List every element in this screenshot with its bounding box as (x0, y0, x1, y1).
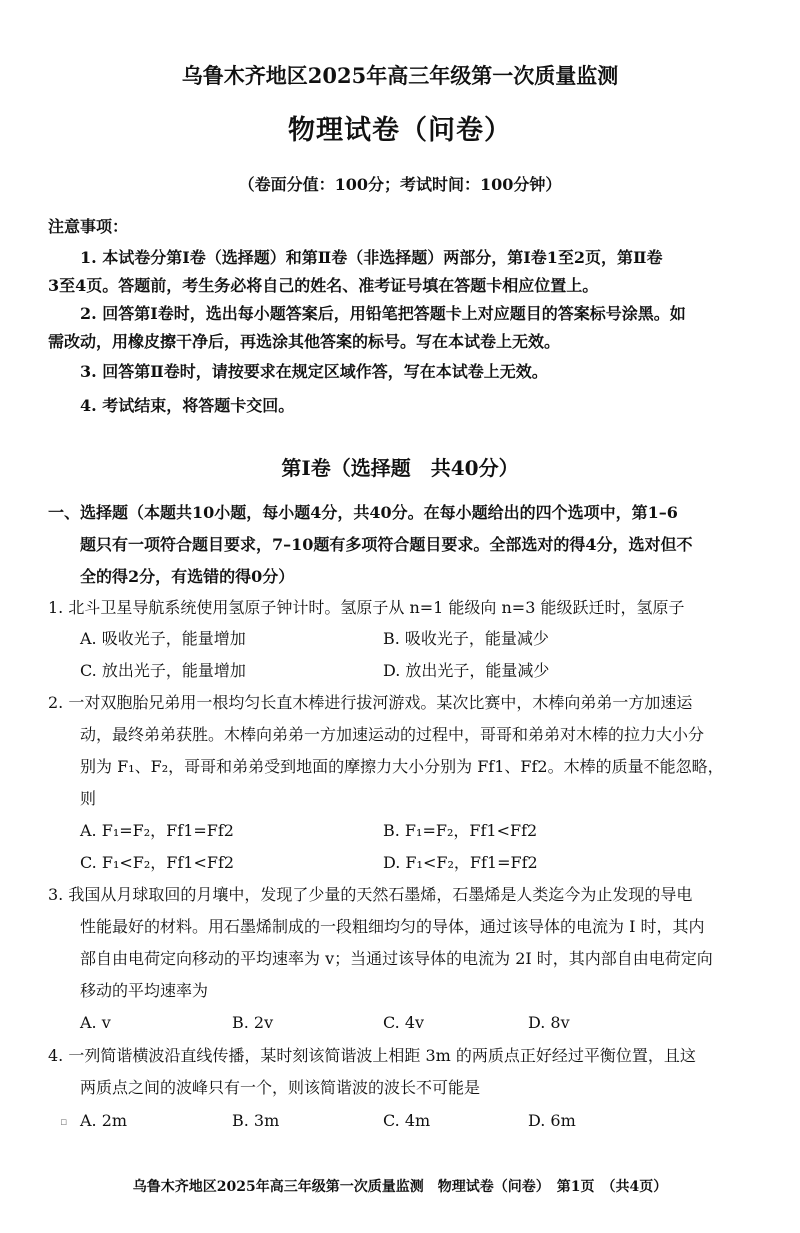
notice-line: 1. 本试卷分第Ⅰ卷（选择题）和第Ⅱ卷（非选择题）两部分，第Ⅰ卷1至2页，第Ⅱ卷 (80, 248, 663, 267)
question-3-text: 部自由电荷定向移动的平均速率为 v；当通过该导体的电流为 2I 时，其内部自由电荷定向 (80, 949, 713, 968)
q4-option-d: D. 6m (528, 1111, 576, 1130)
q2-option-a: A. F₁=F₂，Ff1=Ff2 (80, 821, 234, 840)
q4-option-a: A. 2m (80, 1111, 128, 1130)
q3-option-a: A. v (80, 1013, 111, 1032)
question-4-text: 4. 一列简谐横波沿直线传播，某时刻该简谐波上相距 3m 的两质点正好经过平衡位置，且这 (48, 1046, 696, 1065)
q1-option-b: B. 吸收光子，能量减少 (383, 629, 549, 648)
q3-option-c: C. 4v (383, 1013, 425, 1032)
question-3-text: 移动的平均速率为 (80, 981, 209, 1000)
notice-line: 4. 考试结束，将答题卡交回。 (80, 396, 295, 415)
section-title: 第Ⅰ卷（选择题 共40分） (281, 456, 519, 480)
paper-title: 物理试卷（问卷） (288, 115, 512, 146)
notice-line: 需改动，用橡皮擦干净后，再选涂其他答案的标号。写在本试卷上无效。 (48, 332, 561, 351)
q2-option-d: D. F₁<F₂，Ff1=Ff2 (383, 853, 538, 872)
notice-line: 3至4页。答题前，考生务必将自己的姓名、准考证号填在答题卡相应位置上。 (48, 276, 599, 295)
q3-option-d: D. 8v (528, 1013, 570, 1032)
question-2-text: 动，最终弟弟获胜。木棒向弟弟一方加速运动的过程中，哥哥和弟弟对木棒的拉力大小分 (80, 725, 705, 744)
question-1-text: 1. 北斗卫星导航系统使用氢原子钟计时。氢原子从 n=1 能级向 n=3 能级跃迁时，氢原子 (48, 598, 685, 617)
notice-line: 2. 回答第Ⅰ卷时，选出每小题答案后，用铅笔把答题卡上对应题目的答案标号涂黑。如 (80, 304, 686, 323)
notice-heading: 注意事项： (48, 217, 129, 236)
question-4-text: 两质点之间的波峰只有一个，则该简谐波的波长不可能是 (80, 1078, 481, 1097)
q2-option-c: C. F₁<F₂，Ff1<Ff2 (80, 853, 235, 872)
page-footer: 乌鲁木齐地区2025年高三年级第一次质量监测 物理试卷（问卷） 第1页 （共4页） (132, 1179, 668, 1195)
question-3-text: 3. 我国从月球取回的月壤中，发现了少量的天然石墨烯，石墨烯是人类迄今为止发现的导电 (48, 885, 693, 904)
q4-option-b: B. 3m (232, 1111, 280, 1130)
notice-line: 3. 回答第Ⅱ卷时，请按要求在规定区域作答，写在本试卷上无效。 (80, 362, 548, 381)
section-instruction: 一、选择题（本题共10小题，每小题4分，共40分。在每小题给出的四个选项中，第1–6 (48, 503, 678, 522)
q1-option-c: C. 放出光子，能量增加 (80, 661, 246, 680)
question-2-text: 则 (80, 789, 97, 808)
section-instruction: 全的得2分，有选错的得0分） (80, 567, 295, 586)
question-2-text: 别为 F₁、F₂，哥哥和弟弟受到地面的摩擦力大小分别为 Ff1、Ff2。木棒的质量不能忽略， (80, 757, 724, 776)
exam-title: 乌鲁木齐地区2025年高三年级第一次质量监测 (181, 63, 619, 88)
section-instruction: 题只有一项符合题目要求，7–10题有多项符合题目要求。全部选对的得4分，选对但不 (80, 535, 693, 554)
q1-option-a: A. 吸收光子，能量增加 (80, 629, 246, 648)
q1-option-d: D. 放出光子，能量减少 (383, 661, 550, 680)
question-3-text: 性能最好的材料。用石墨烯制成的一段粗细均匀的导体，通过该导体的电流为 I 时，其内 (80, 917, 705, 936)
q3-option-b: B. 2v (232, 1013, 274, 1032)
scan-mark: ▫ (60, 1115, 68, 1128)
q2-option-b: B. F₁=F₂，Ff1<Ff2 (383, 821, 538, 840)
question-2-text: 2. 一对双胞胎兄弟用一根均匀长直木棒进行拔河游戏。某次比赛中，木棒向弟弟一方加速运 (48, 693, 693, 712)
score-info: （卷面分值：100分；考试时间：100分钟） (238, 175, 562, 194)
q4-option-c: C. 4m (383, 1111, 431, 1130)
